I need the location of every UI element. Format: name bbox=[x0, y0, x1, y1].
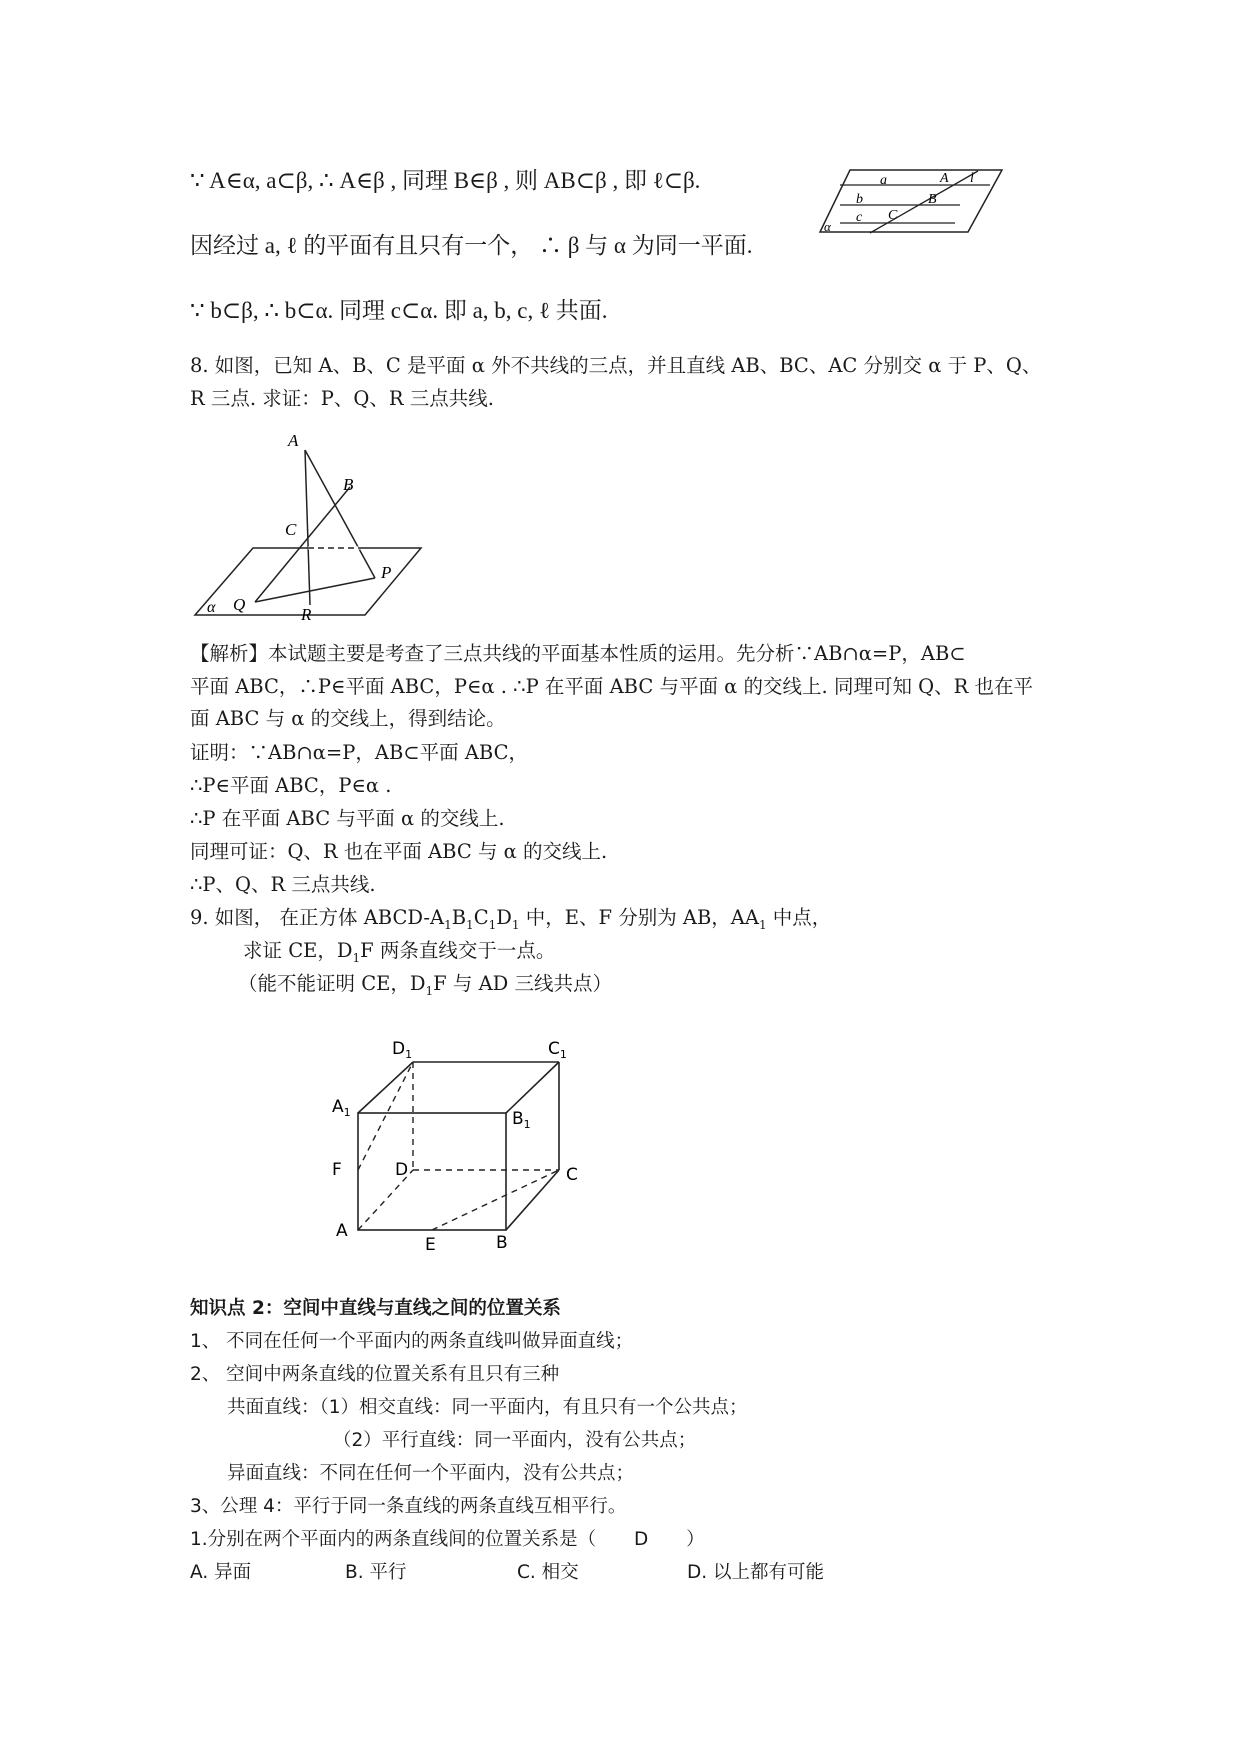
q9-text-b: B bbox=[451, 906, 467, 929]
label-B: B bbox=[343, 475, 354, 494]
q9-sub: 1 bbox=[511, 917, 520, 932]
label-alpha: α bbox=[824, 219, 831, 234]
q9-sub: 1 bbox=[444, 917, 452, 932]
knowledge2-coplanar: 共面直线：（1）相交直线：同一平面内，有且只有一个公共点； bbox=[227, 1397, 748, 1418]
question1-stem bbox=[190, 1527, 705, 1553]
q9-sub: 1 bbox=[425, 983, 434, 998]
label-alpha: α bbox=[207, 599, 216, 616]
figure-coplanar-lines bbox=[820, 165, 1010, 240]
knowledge2-item2: 2、 空间中两条直线的位置关系有且只有三种 bbox=[190, 1364, 560, 1385]
question1-answer: D bbox=[634, 1529, 649, 1550]
proof7-line3: ∵ b⊂β, ∴ b⊂α. 同理 c⊂α. 即 a, b, c, ℓ 共面. bbox=[190, 298, 608, 323]
label-R: R bbox=[301, 605, 312, 624]
label-A1: $A_1$ bbox=[332, 1097, 351, 1119]
analysis-line1: 【解析】本试题主要是考查了三点共线的平面基本性质的运用。先分析∵AB∩α=P，AB⊂ bbox=[190, 642, 966, 665]
q9-line2 bbox=[243, 938, 555, 971]
label-C: C bbox=[285, 520, 297, 539]
edge-BC bbox=[506, 1170, 559, 1230]
q9-text-a: 9. 如图， 在正方体 ABCD-A bbox=[190, 906, 445, 929]
knowledge2-title: 知识点 2：空间中直线与直线之间的位置关系 bbox=[190, 1298, 561, 1319]
label-l: l bbox=[970, 171, 974, 186]
q8-line1: 8. 如图，已知 A、B、C 是平面 α 外不共线的三点，并且直线 AB、BC、AC 分别交 α 于 P、Q、 bbox=[190, 354, 1042, 377]
label-D: D bbox=[395, 1160, 409, 1180]
q9-line2-a: 求证 CE，D bbox=[243, 939, 353, 962]
label-A: A bbox=[288, 431, 299, 450]
label-C1: $C_1$ bbox=[548, 1039, 567, 1061]
label-Q: Q bbox=[233, 595, 246, 614]
label-A: A bbox=[336, 1221, 348, 1241]
q9-sub: 1 bbox=[352, 950, 361, 965]
question1-option-b: B. 平行 bbox=[345, 1562, 407, 1583]
proof8-line4: 同理可证：Q、R 也在平面 ABC 与 α 的交线上. bbox=[190, 840, 608, 863]
segment-EC bbox=[432, 1170, 559, 1230]
question1-option-d: D. 以上都有可能 bbox=[687, 1562, 825, 1583]
edge-B1C1 bbox=[506, 1062, 559, 1113]
label-B1: $B_1$ bbox=[512, 1109, 531, 1131]
question1-option-c: C. 相交 bbox=[517, 1562, 579, 1583]
edge-A1D1 bbox=[358, 1062, 413, 1113]
proof8-line5: ∴P、Q、R 三点共线. bbox=[190, 873, 376, 896]
proof8-line1: 证明：∵AB∩α=P，AB⊂平面 ABC， bbox=[190, 741, 529, 764]
question1-stem-text: 1.分别在两个平面内的两条直线间的位置关系是（ bbox=[190, 1529, 597, 1550]
q9-line3-a: （能不能证明 CE，D bbox=[238, 972, 426, 995]
q9-line1 bbox=[190, 905, 831, 938]
figure-cube bbox=[320, 1020, 600, 1260]
q9-text-e: 中，E、F 分别为 AB，AA bbox=[519, 906, 759, 929]
line-AP bbox=[305, 450, 375, 578]
label-c: c bbox=[856, 210, 863, 225]
label-A: A bbox=[940, 171, 949, 186]
line-BQ bbox=[255, 487, 350, 602]
q9-text-c: C bbox=[473, 906, 489, 929]
q9-sub: 1 bbox=[758, 917, 767, 932]
label-D1: $D_1$ bbox=[392, 1039, 413, 1061]
q8-line2: R 三点. 求证：P、Q、R 三点共线. bbox=[190, 387, 494, 410]
line-AR bbox=[305, 450, 310, 605]
q9-sub: 1 bbox=[488, 917, 497, 932]
label-F: F bbox=[332, 1160, 342, 1180]
label-B: B bbox=[496, 1233, 508, 1253]
label-E: E bbox=[425, 1235, 436, 1255]
knowledge2-parallel: （2）平行直线：同一平面内，没有公共点； bbox=[333, 1430, 697, 1451]
label-C: C bbox=[566, 1165, 578, 1185]
label-B: B bbox=[928, 192, 937, 207]
proof7-line2: 因经过 a, ℓ 的平面有且只有一个， ∴ β 与 α 为同一平面. bbox=[190, 233, 753, 258]
proof7-line1: ∵ A∈α, a⊂β, ∴ A∈β , 同理 B∈β , 则 AB⊂β , 即 ℓ⊂β. bbox=[190, 168, 701, 193]
knowledge2-axiom4: 3、公理 4：平行于同一条直线的两条直线互相平行。 bbox=[190, 1496, 627, 1517]
label-a: a bbox=[880, 173, 887, 188]
knowledge2-skew: 异面直线：不同在任何一个平面内，没有公共点； bbox=[227, 1463, 635, 1484]
question1-option-a: A. 异面 bbox=[190, 1562, 252, 1583]
segment-FD1 bbox=[358, 1062, 413, 1170]
q9-sub: 1 bbox=[466, 917, 474, 932]
q9-text-f: 中点， bbox=[766, 906, 832, 929]
q9-line2-b: F 两条直线交于一点。 bbox=[360, 939, 556, 962]
line-QP bbox=[255, 578, 375, 602]
front-face bbox=[358, 1113, 506, 1230]
proof8-line2: ∴P∈平面 ABC，P∈α . bbox=[190, 774, 392, 797]
label-b: b bbox=[856, 192, 863, 207]
analysis-line3: 面 ABC 与 α 的交线上，得到结论。 bbox=[190, 707, 506, 730]
q9-line3 bbox=[238, 971, 612, 1004]
q9-line3-b: F 与 AD 三线共点） bbox=[433, 972, 612, 995]
proof8-line3: ∴P 在平面 ABC 与平面 α 的交线上. bbox=[190, 807, 505, 830]
knowledge2-item1: 1、 不同在任何一个平面内的两条直线叫做异面直线； bbox=[190, 1331, 634, 1352]
figure-triangle-plane bbox=[195, 430, 430, 624]
q9-text-d: D bbox=[496, 906, 512, 929]
analysis-line2: 平面 ABC，∴P∈平面 ABC，P∈α . ∴P 在平面 ABC 与平面 α 的交线上. 同理可知 Q、R 也在平 bbox=[190, 675, 1034, 698]
label-C: C bbox=[888, 208, 898, 223]
question1-stem-close: ） bbox=[686, 1529, 705, 1550]
label-P: P bbox=[381, 563, 392, 582]
